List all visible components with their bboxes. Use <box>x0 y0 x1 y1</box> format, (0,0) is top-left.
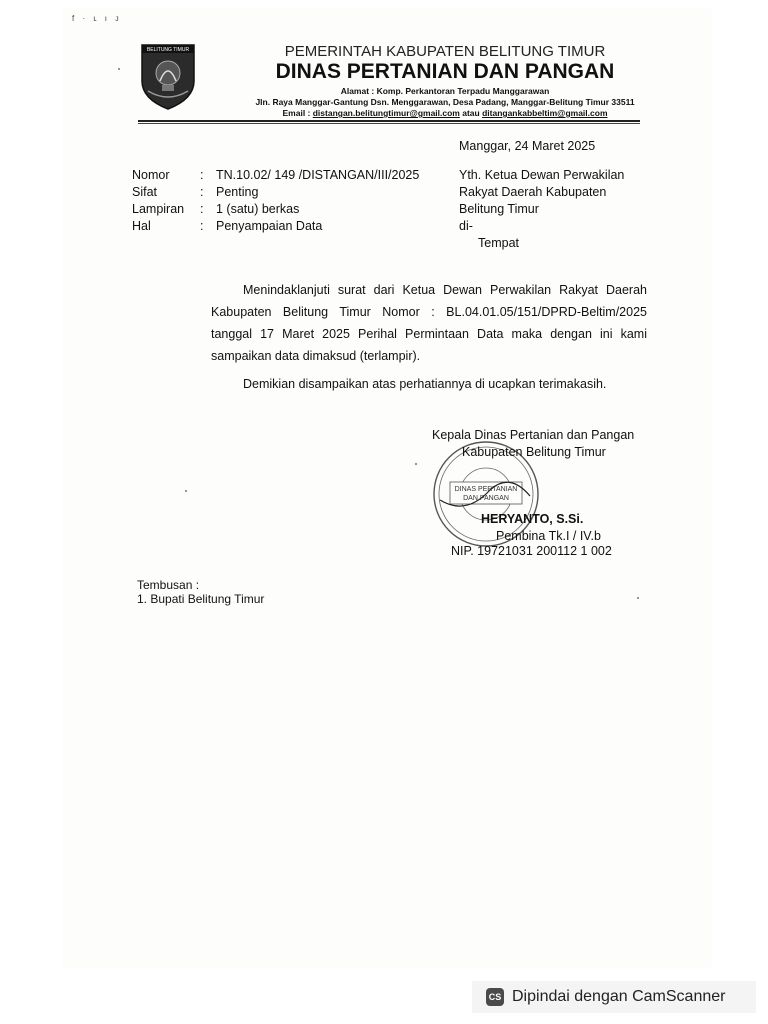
tembusan-item: 1. Bupati Belitung Timur <box>137 592 265 606</box>
camscanner-badge <box>472 981 756 1013</box>
meta-sifat <box>132 184 446 201</box>
signatory-title-line2: Kabupaten Belitung Timur <box>462 445 606 459</box>
scan-speck <box>185 490 187 492</box>
letterhead-rule-thick <box>138 120 640 122</box>
meta-colon: : <box>200 202 204 216</box>
tembusan-block <box>137 578 264 606</box>
meta-colon: : <box>200 185 204 199</box>
camscanner-text: Dipindai dengan CamScanner <box>512 988 726 1005</box>
meta-label: Hal <box>132 219 151 233</box>
scan-speck <box>118 68 120 70</box>
signatory-name: HERYANTO, S.Si. <box>481 512 584 526</box>
letterhead-government: PEMERINTAH KABUPATEN BELITUNG TIMUR <box>284 43 606 60</box>
regency-logo <box>138 41 198 111</box>
meta-nomor <box>132 167 446 184</box>
recipient-line: Rakyat Daerah Kabupaten <box>459 185 607 199</box>
recipient-line: di- <box>459 219 473 233</box>
letter-page <box>62 8 712 968</box>
recipient-block <box>459 167 624 252</box>
meta-colon: : <box>200 168 204 182</box>
meta-label: Lampiran <box>132 202 185 216</box>
recipient-line: Yth. Ketua Dewan Perwakilan <box>459 168 625 182</box>
body-paragraph-2: Demikian disampaikan atas perhatiannya di ucapkan terimakasih. <box>243 377 607 391</box>
svg-text:BELITUNG TIMUR: BELITUNG TIMUR <box>146 47 190 53</box>
email-link-2[interactable]: ditangankabbeltim@gmail.com <box>482 108 608 118</box>
meta-label: Nomor <box>132 168 170 182</box>
letter-date: Manggar, 24 Maret 2025 <box>459 139 596 153</box>
page-corner-marks: f · ʟ ı ᴊ <box>72 14 122 23</box>
meta-hal <box>132 218 446 235</box>
signatory-title <box>432 427 634 461</box>
svg-text:DINAS PERTANIAN: DINAS PERTANIAN <box>454 486 518 493</box>
scan-speck <box>637 597 639 599</box>
letterhead-email <box>210 108 680 118</box>
svg-text:DAN PANGAN: DAN PANGAN <box>463 495 509 502</box>
letter-meta <box>132 167 446 235</box>
letterhead-address2: Jln. Raya Manggar-Gantung Dsn. Menggarawan, Desa Padang, Manggar-Belitung Timur 33511 <box>255 97 635 107</box>
meta-value: TN.10.02/ 149 /DISTANGAN/III/2025 <box>216 168 420 182</box>
letterhead-rule-thin <box>138 123 640 124</box>
meta-colon: : <box>200 219 204 233</box>
body-paragraph-1: Menindaklanjuti surat dari Ketua Dewan Perwakilan Rakyat Daerah Kabupaten Belitung Timur Nomor : BL.04.01.05/151/DPRD-Beltim/2025 tanggal 17 Maret 2025 Perihal Permintaan Data maka dengan ini kami sampaikan data dimaksud (terlampir). <box>211 283 647 363</box>
letterhead-agency: DINAS PERTANIAN DAN PANGAN <box>275 60 615 83</box>
meta-value: Penyampaian Data <box>216 219 323 233</box>
email-prefix: Email : <box>282 108 313 118</box>
signatory-title-line1: Kepala Dinas Pertanian dan Pangan <box>432 428 635 442</box>
signatory-nip: NIP. 19721031 200112 1 002 <box>451 544 612 558</box>
recipient-line: Belitung Timur <box>459 202 539 216</box>
signatory-rank: Pembina Tk.I / IV.b <box>496 529 601 543</box>
camscanner-icon: CS <box>486 988 504 1006</box>
meta-label: Sifat <box>132 185 158 199</box>
scan-speck <box>415 463 417 465</box>
tembusan-label: Tembusan : <box>137 578 200 592</box>
meta-value: 1 (satu) berkas <box>216 202 300 216</box>
meta-value: Penting <box>216 185 259 199</box>
email-separator: atau <box>459 108 483 118</box>
meta-lampiran <box>132 201 446 218</box>
recipient-line: Tempat <box>478 236 519 250</box>
letterhead-address1: Alamat : Komp. Perkantoran Terpadu Manggarawan <box>340 86 550 96</box>
email-link-1[interactable]: distangan.belitungtimur@gmail.com <box>312 108 460 118</box>
